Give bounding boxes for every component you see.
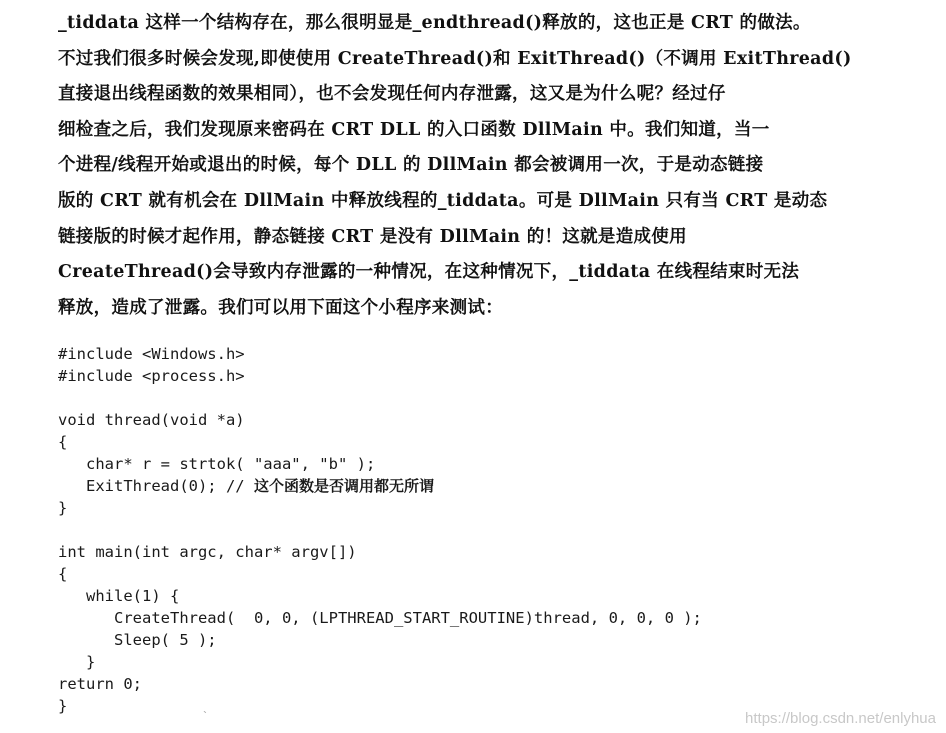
paragraph-line: _tiddata 这样一个结构存在，那么很明显是_endthread()释放的，这也正是 CRT 的做法。: [58, 13, 811, 33]
stray-mark: `: [203, 709, 207, 723]
paragraph-line: 细检查之后，我们发现原来密码在 CRT DLL 的入口函数 DllMain 中。我们知道，当一: [58, 119, 770, 140]
paragraph-line: 直接退出线程函数的效果相同），也不会发现任何内存泄露，这又是为什么呢？经过仔: [58, 84, 726, 105]
paragraph-line: 释放，造成了泄露。我们可以用下面这个小程序来测试：: [58, 297, 503, 318]
code-text: ExitThread(0); //: [58, 477, 254, 495]
paragraph-line: 个进程/线程开始或退出的时候，每个 DLL 的 DllMain 都会被调用一次，于是动态链接: [58, 155, 764, 176]
code-line: return 0;: [58, 675, 142, 693]
code-line: }: [58, 653, 96, 671]
code-line: {: [58, 565, 68, 583]
code-line: char* r = strtok( "aaa", "b" );: [58, 455, 376, 473]
code-line: }: [58, 697, 68, 715]
code-line: #include <Windows.h>: [58, 345, 245, 363]
body-paragraph: [58, 6, 908, 326]
code-line: }: [58, 499, 68, 517]
code-line: void thread(void *a): [58, 411, 245, 429]
code-line: while(1) {: [58, 587, 180, 605]
paragraph-line: 版的 CRT 就有机会在 DllMain 中释放线程的_tiddata。可是 DllMain 只有当 CRT 是动态: [58, 190, 828, 211]
paragraph-line: CreateThread()会导致内存泄露的一种情况，在这种情况下，_tiddata 在线程结束时无法: [58, 262, 800, 283]
code-blank-line: [58, 387, 918, 409]
code-listing: [58, 343, 918, 717]
code-line: Sleep( 5 );: [58, 631, 217, 649]
code-line: #include <process.h>: [58, 367, 245, 385]
paragraph-line: 链接版的时候才起作用，静态链接 CRT 是没有 DllMain 的！这就是造成使用: [58, 226, 687, 247]
paragraph-line: 不过我们很多时候会发现,即使使用 CreateThread()和 ExitThread()（不调用 ExitThread(): [58, 48, 852, 69]
code-line: CreateThread( 0, 0, (LPTHREAD_START_ROUTINE)thread, 0, 0, 0 );: [58, 609, 702, 627]
code-line-with-comment: [58, 475, 918, 497]
code-blank-line: [58, 519, 918, 541]
watermark-url: https://blog.csdn.net/enlyhua: [745, 710, 936, 727]
code-comment: 这个函数是否调用都无所谓: [253, 477, 434, 495]
code-line: int main(int argc, char* argv[]): [58, 543, 357, 561]
code-line: {: [58, 433, 68, 451]
